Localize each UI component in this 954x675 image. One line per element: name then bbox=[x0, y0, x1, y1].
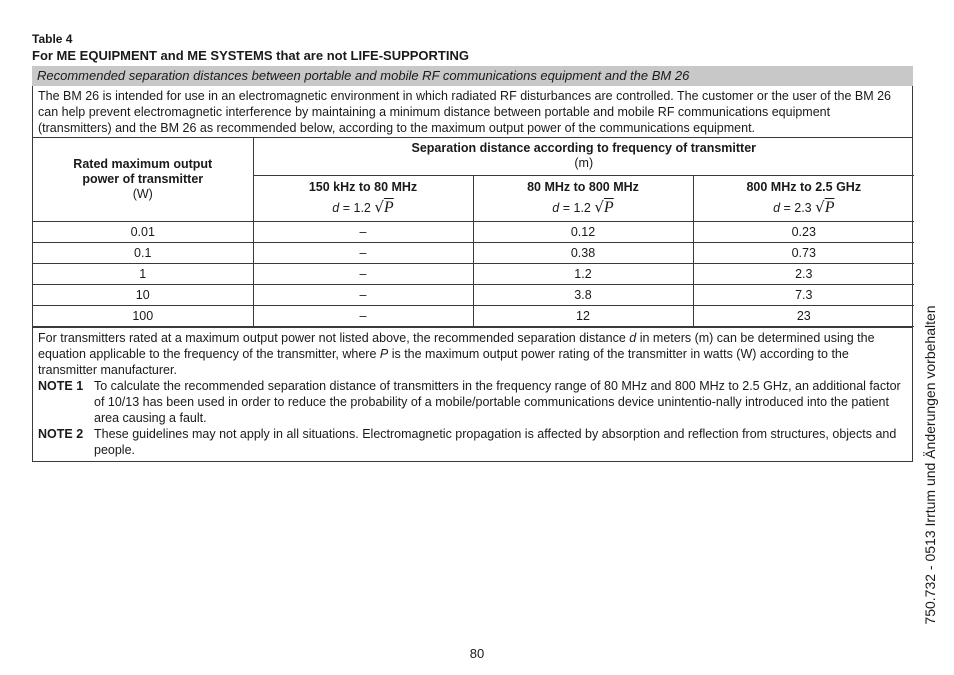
power-cell: 1 bbox=[33, 263, 253, 284]
footer-text-b: in meters (m) can be determined using the equation applicable to the frequency of the transmitter, where bbox=[38, 330, 875, 361]
side-margin-note bbox=[921, 280, 939, 650]
formula-p: P bbox=[383, 198, 394, 216]
table-row bbox=[33, 221, 914, 242]
table-number: Table 4 bbox=[32, 32, 73, 46]
formula-p: P bbox=[603, 198, 614, 216]
distance-header-title: Separation distance according to frequency of transmitter bbox=[411, 141, 757, 156]
formula-var: d bbox=[552, 200, 560, 215]
band3-cell: 0.73 bbox=[693, 242, 914, 263]
footer-var-p: P bbox=[379, 346, 389, 361]
power-header-unit: (W) bbox=[132, 186, 153, 201]
power-header-cell bbox=[33, 138, 253, 221]
band1-cell: – bbox=[253, 305, 473, 326]
separation-distance-table bbox=[33, 138, 914, 327]
band3-cell: 2.3 bbox=[693, 263, 914, 284]
band3-cell: 7.3 bbox=[693, 284, 914, 305]
formula-var: d bbox=[773, 200, 781, 215]
band-label: 80 MHz to 800 MHz bbox=[527, 179, 639, 194]
footer-paragraph bbox=[38, 330, 907, 378]
formula-eq: = 1.2 bbox=[339, 200, 375, 215]
page-number: 80 bbox=[469, 646, 485, 661]
band-header-1 bbox=[253, 175, 473, 221]
band3-cell: 23 bbox=[693, 305, 914, 326]
table-row bbox=[33, 263, 914, 284]
band2-cell: 1.2 bbox=[473, 263, 693, 284]
formula-var: d bbox=[332, 200, 340, 215]
side-margin-text: 750.732 - 0513 Irrtum und Änderungen vorbehalten bbox=[922, 305, 938, 625]
power-header-line2: power of transmitter bbox=[82, 171, 204, 186]
band-label: 800 MHz to 2.5 GHz bbox=[746, 179, 862, 194]
power-cell: 100 bbox=[33, 305, 253, 326]
power-header-line1: Rated maximum output bbox=[73, 156, 213, 171]
band2-cell: 0.12 bbox=[473, 221, 693, 242]
band2-cell: 0.38 bbox=[473, 242, 693, 263]
footer-text-c: is the maximum output power rating of the transmitter in watts (W) according to the transmitter manufacturer. bbox=[38, 346, 849, 377]
document-body bbox=[32, 31, 913, 462]
note-1 bbox=[38, 378, 907, 426]
table-caption: Recommended separation distances between portable and mobile RF communications equipment and the BM 26 bbox=[32, 66, 913, 86]
sqrt-symbol: √ bbox=[594, 197, 604, 216]
band2-cell: 12 bbox=[473, 305, 693, 326]
band1-cell: – bbox=[253, 284, 473, 305]
band3-cell: 0.23 bbox=[693, 221, 914, 242]
band1-cell: – bbox=[253, 242, 473, 263]
note-1-text: To calculate the recommended separation distance of transmitters in the frequency range of 80 MHz and 800 MHz to 2.5 GHz, an additional factor of 10/13 has been used in order to reduce the probability of a mobile/portable communications device unintentio-nally introduced into the patient area causing a fault. bbox=[94, 378, 901, 425]
formula-eq: = 1.2 bbox=[559, 200, 595, 215]
formula-eq: = 2.3 bbox=[780, 200, 816, 215]
note-1-label: NOTE 1 bbox=[38, 378, 84, 393]
table-footer bbox=[33, 327, 912, 461]
band-label: 150 kHz to 80 MHz bbox=[308, 179, 418, 194]
table-frame bbox=[32, 86, 913, 462]
power-cell: 0.01 bbox=[33, 221, 253, 242]
intro-paragraph: The BM 26 is intended for use in an electromagnetic environment in which radiated RF disturbances are controlled. The customer or the user of the BM 26 can help prevent electromagnetic interference by maintaining a minimum distance between portable and mobile RF communications equipment (transmitters) and the BM 26 as recommended below, according to the maximum output power of the communications equipment. bbox=[33, 86, 912, 138]
sqrt-symbol: √ bbox=[374, 197, 384, 216]
power-cell: 10 bbox=[33, 284, 253, 305]
note-2-text: These guidelines may not apply in all situations. Electromagnetic propagation is affected by absorption and reflection from structures, objects and people. bbox=[94, 426, 897, 457]
sqrt-symbol: √ bbox=[815, 197, 825, 216]
band2-cell: 3.8 bbox=[473, 284, 693, 305]
table-row bbox=[33, 242, 914, 263]
power-cell: 0.1 bbox=[33, 242, 253, 263]
band-header-3 bbox=[693, 175, 914, 221]
formula-p: P bbox=[824, 198, 835, 216]
footer-text-a: For transmitters rated at a maximum output power not listed above, the recommended separation distance bbox=[38, 330, 630, 345]
distance-header-cell bbox=[253, 138, 914, 175]
distance-header-unit: (m) bbox=[574, 156, 594, 171]
band-formula bbox=[474, 197, 693, 218]
band1-cell: – bbox=[253, 263, 473, 284]
table-title: For ME EQUIPMENT and ME SYSTEMS that are not LIFE-SUPPORTING bbox=[32, 48, 469, 63]
band-header-2 bbox=[473, 175, 693, 221]
band1-cell: – bbox=[253, 221, 473, 242]
footer-var-d: d bbox=[629, 330, 637, 345]
table-row bbox=[33, 284, 914, 305]
band-formula bbox=[254, 197, 473, 218]
band-formula bbox=[694, 197, 915, 218]
note-2 bbox=[38, 426, 907, 458]
note-2-label: NOTE 2 bbox=[38, 426, 84, 441]
table-row bbox=[33, 305, 914, 326]
